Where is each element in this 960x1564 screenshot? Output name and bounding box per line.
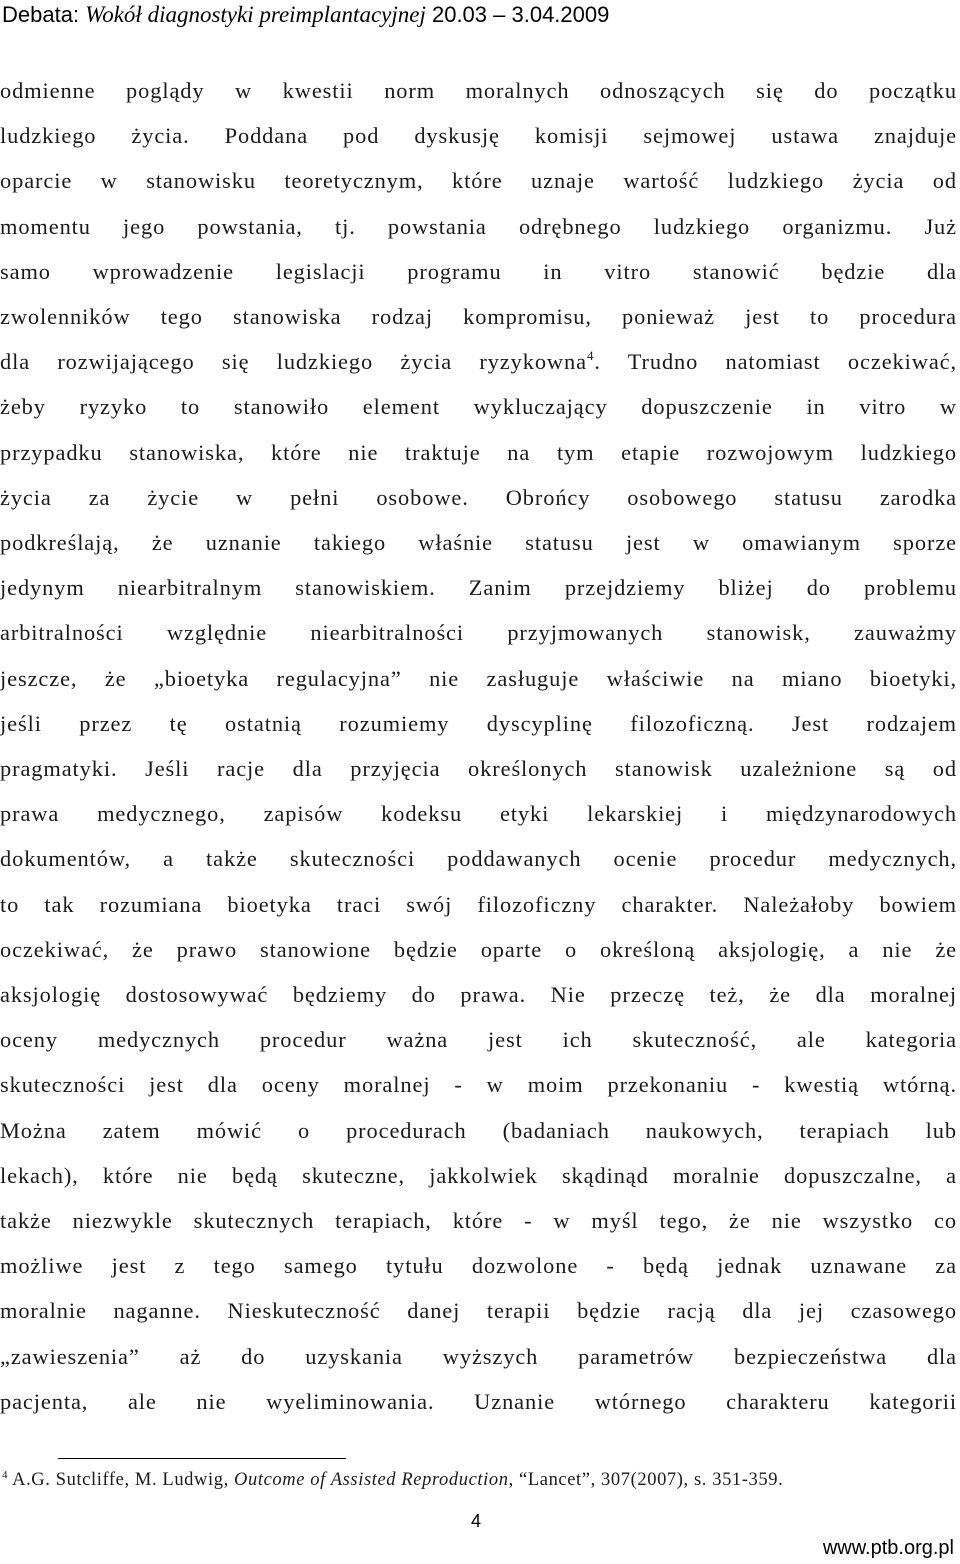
text-line: oczekiwać, że prawo stanowione będzie oparte o określoną aksjologię, a nie że <box>0 936 957 962</box>
footnote-number: 4 <box>2 1469 9 1481</box>
footnote-reference: 4 <box>586 348 595 364</box>
text-line: dokumentów, a także skuteczności poddawanych ocenie procedur medycznych, <box>0 846 957 872</box>
footnote <box>2 1467 783 1493</box>
header-dates: 20.03 – 3.04.2009 <box>425 2 610 27</box>
text-line: także niezwykle skutecznych terapiach, które - w myśl tego, że nie wszystko co <box>0 1208 957 1234</box>
text-line: skuteczności jest dla oceny moralnej - w moim przekonaniu - kwestią wtórną. <box>0 1072 957 1098</box>
footnote-authors: A.G. Sutcliffe, M. Ludwig, <box>12 1470 235 1490</box>
text-line: Można zatem mówić o procedurach (badaniach naukowych, terapiach lub <box>0 1117 957 1143</box>
footnote-separator <box>58 1458 346 1459</box>
text-line: jeśli przez tę ostatnią rozumiemy dyscyplinę filozoficzną. Jest rodzajem <box>0 710 957 736</box>
text-line: lekach), które nie będą skuteczne, jakkolwiek skądinąd moralnie dopuszczalne, a <box>0 1162 957 1188</box>
text-line: „zawieszenia” aż do uzyskania wyższych parametrów bezpieczeństwa dla <box>0 1343 957 1369</box>
text-line: aksjologię dostosowywać będziemy do prawa. Nie przeczę też, że dla moralnej <box>0 982 957 1008</box>
text-line: życia za życie w pełni osobowe. Obrońcy osobowego statusu zarodka <box>0 484 957 510</box>
text-line: samo wprowadzenie legislacji programu in vitro stanowić będzie dla <box>0 258 957 284</box>
footnote-details: , “Lancet”, 307(2007), s. 351-359. <box>508 1470 784 1490</box>
text-line: możliwe jest z tego samego tytułu dozwolone - będą jednak uznawane za <box>0 1253 957 1279</box>
text-line: momentu jego powstania, tj. powstania odrębnego ludzkiego organizmu. Już <box>0 213 957 239</box>
text-line: przypadku stanowiska, które nie traktuje na tym etapie rozwojowym ludzkiego <box>0 439 957 465</box>
text-line: jeszcze, że „bioetyka regulacyjna” nie zasługuje właściwie na miano bioetyki, <box>0 665 957 691</box>
header-title: Wokół diagnostyki preimplantacyjnej <box>85 2 426 27</box>
text-line-start: dla rozwijającego się ludzkiego życia ryzykowna <box>0 349 587 375</box>
text-line: moralnie naganne. Nieskuteczność danej terapii będzie racją dla jej czasowego <box>0 1298 957 1324</box>
text-line: zwolenników tego stanowiska rodzaj kompromisu, ponieważ jest to procedura <box>0 304 957 330</box>
text-line: podkreślają, że uznanie takiego właśnie statusu jest w omawianym sporze <box>0 530 957 556</box>
text-line: arbitralności względnie niearbitralności przyjmowanych stanowisk, zauważmy <box>0 620 957 646</box>
text-line: prawa medycznego, zapisów kodeksu etyki lekarskiej i międzynarodowych <box>0 801 957 827</box>
text-line: oparcie w stanowisku teoretycznym, które uznaje wartość ludzkiego życia od <box>0 168 957 194</box>
body-paragraph <box>0 68 957 1424</box>
text-line: jedynym niearbitralnym stanowiskiem. Zanim przejdziemy bliżej do problemu <box>0 575 957 601</box>
text-line: żeby ryzyko to stanowiło element wykluczający dopuszczenie in vitro w <box>0 394 957 420</box>
running-header <box>2 1 609 29</box>
text-line: to tak rozumiana bioetyka traci swój filozoficzny charakter. Należałoby bowiem <box>0 891 957 917</box>
text-line: odmienne poglądy w kwestii norm moralnych odnoszących się do początku <box>0 78 957 103</box>
text-line: pragmatyki. Jeśli racje dla przyjęcia określonych stanowisk uzależnione są od <box>0 756 957 782</box>
header-prefix: Debata: <box>2 2 86 27</box>
text-line: oceny medycznych procedur ważna jest ich skuteczność, ale kategoria <box>0 1027 957 1053</box>
site-url: www.ptb.org.pl <box>822 1537 954 1559</box>
text-line: pacjenta, ale nie wyeliminowania. Uznanie wtórnego charakteru kategorii <box>0 1388 957 1414</box>
text-line-end: . Trudno natomiast oczekiwać, <box>594 349 957 375</box>
page-number: 4 <box>471 1511 482 1531</box>
footnote-work-title: Outcome of Assisted Reproduction <box>234 1470 509 1490</box>
text-line-with-footnote <box>0 339 957 384</box>
text-line: ludzkiego życia. Poddana pod dyskusję komisji sejmowej ustawa znajduje <box>0 123 957 149</box>
